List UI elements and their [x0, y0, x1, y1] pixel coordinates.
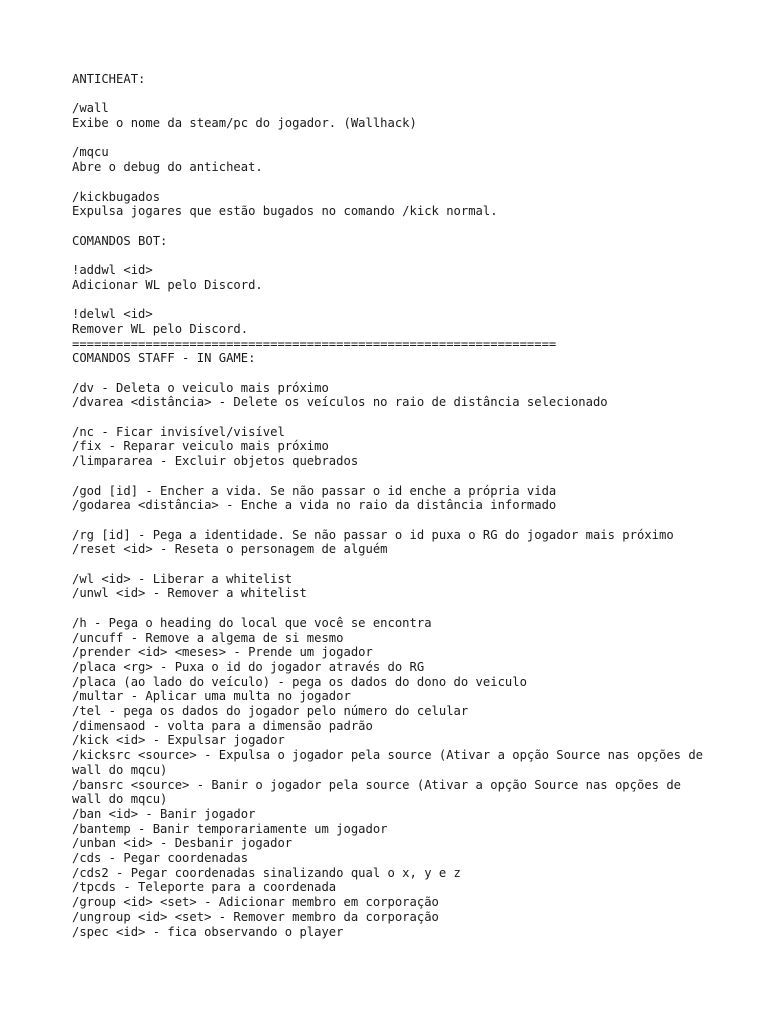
text-line: /ban <id> - Banir jogador [72, 806, 256, 821]
text-line: Abre o debug do anticheat. [72, 160, 263, 175]
text-line: /cds - Pegar coordenadas [72, 851, 249, 866]
text-line: /god [id] - Encher a vida. Se não passar o id enche a própria vida [72, 483, 557, 498]
blank-line [72, 366, 712, 381]
text-line: /placa (ao lado do veículo) - pega os dados do dono do veiculo [72, 674, 527, 689]
blank-line [72, 469, 712, 484]
blank-line [72, 248, 712, 263]
text-line: /godarea <distância> - Enche a vida no raio da distância informado [72, 498, 557, 513]
text-line: /reset <id> - Reseta o personagem de alguém [72, 542, 388, 557]
text-line: !delwl <id> [72, 307, 153, 322]
text-line: /mqcu [72, 145, 109, 160]
blank-line [72, 292, 712, 307]
text-line: !addwl <id> [72, 263, 153, 278]
blank-line [72, 513, 712, 528]
text-line: /kick <id> - Expulsar jogador [72, 733, 285, 748]
text-line: /placa <rg> - Puxa o id do jogador através do RG [72, 659, 425, 674]
blank-line [72, 601, 712, 616]
text-line: /unban <id> - Desbanir jogador [72, 836, 293, 851]
text-line: Remover WL pelo Discord. [72, 321, 249, 336]
text-line: /fix - Reparar veiculo mais próximo [72, 439, 329, 454]
text-line: /wl <id> - Liberar a whitelist [72, 571, 293, 586]
blank-line [72, 410, 712, 425]
text-line: /tpcds - Teleporte para a coordenada [72, 880, 337, 895]
blank-line [72, 87, 712, 102]
text-line: Expulsa jogares que estão bugados no comando /kick normal. [72, 204, 498, 219]
blank-line [72, 131, 712, 146]
text-line: /uncuff - Remove a algema de si mesmo [72, 630, 344, 645]
text-line: /limpararea - Excluir objetos quebrados [72, 454, 359, 469]
document-page [72, 72, 712, 939]
text-line: /cds2 - Pegar coordenadas sinalizando qual o x, y e z [72, 865, 461, 880]
text-line: /tel - pega os dados do jogador pelo número do celular [72, 704, 469, 719]
text-line: /dvarea <distância> - Delete os veículos no raio de distância selecionado [72, 395, 608, 410]
blank-line [72, 557, 712, 572]
text-line: COMANDOS STAFF - IN GAME: [72, 351, 256, 366]
text-line: /multar - Aplicar uma multa no jogador [72, 689, 351, 704]
blank-line [72, 175, 712, 190]
text-line: ANTICHEAT: [72, 72, 146, 86]
text-line: /ungroup <id> <set> - Remover membro da corporação [72, 909, 439, 924]
text-line: COMANDOS BOT: [72, 233, 168, 248]
text-line: /kicksrc <source> - Expulsa o jogador pela source (Ativar a opção Source nas opções de wall do mqcu) [72, 748, 711, 777]
text-line: /bantemp - Banir temporariamente um jogador [72, 821, 388, 836]
text-line: /h - Pega o heading do local que você se encontra [72, 615, 432, 630]
text-line: /group <id> <set> - Adicionar membro em corporação [72, 895, 439, 910]
text-line: /spec <id> - fica observando o player [72, 924, 344, 939]
text-line: /unwl <id> - Remover a whitelist [72, 586, 307, 601]
blank-line [72, 219, 712, 234]
text-line: /dv - Deleta o veiculo mais próximo [72, 380, 329, 395]
text-line: /wall [72, 101, 109, 116]
text-line: /kickbugados [72, 189, 161, 204]
text-line: ================================================================== [72, 336, 557, 351]
text-line: Adicionar WL pelo Discord. [72, 277, 263, 292]
text-line: /bansrc <source> - Banir o jogador pela source (Ativar a opção Source nas opções de wall do mqcu) [72, 777, 689, 807]
text-line: Exibe o nome da steam/pc do jogador. (Wallhack) [72, 116, 417, 131]
text-line: /dimensaod - volta para a dimensão padrão [72, 718, 373, 733]
text-line: /nc - Ficar invisível/visível [72, 424, 285, 439]
text-line: /rg [id] - Pega a identidade. Se não passar o id puxa o RG do jogador mais próximo [72, 527, 674, 542]
text-line: /prender <id> <meses> - Prende um jogador [72, 645, 373, 660]
